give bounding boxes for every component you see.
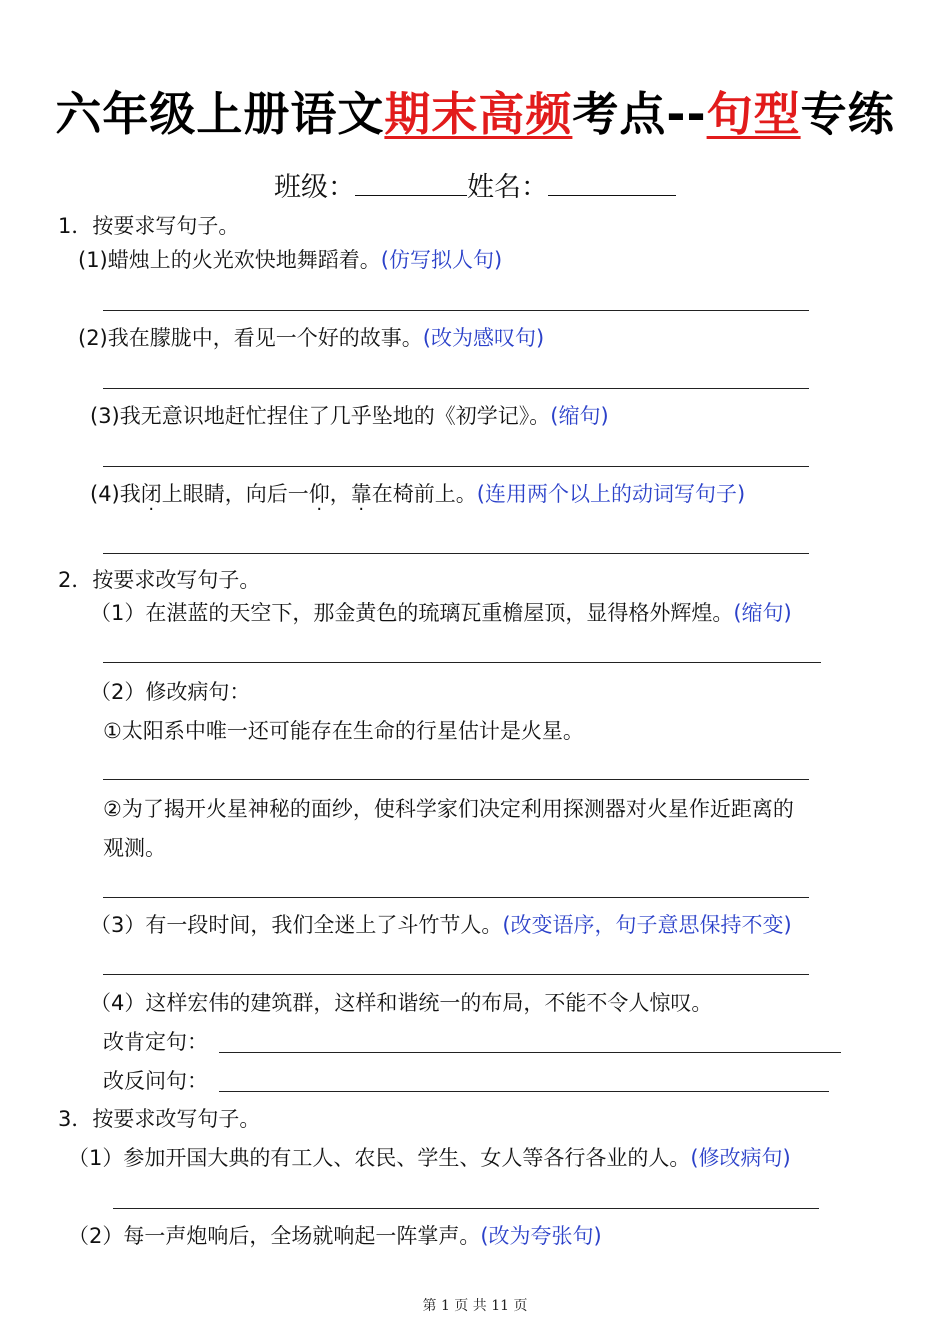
- q1-heading: 1．按要求写句子。: [58, 214, 240, 238]
- q3-item-2: [68, 1220, 602, 1250]
- student-info: [0, 165, 950, 204]
- affirmative-label: 改肯定句：: [103, 1030, 208, 1054]
- instruction-hint: (改变语序，句子意思保持不变): [502, 913, 792, 937]
- question-text: （3）有一段时间，我们全迷上了斗竹节人。: [90, 913, 503, 937]
- question-text: (4)我: [90, 482, 141, 506]
- instruction-hint: (仿写拟人句): [380, 248, 503, 272]
- answer-line[interactable]: [103, 388, 809, 389]
- q1-item-2: [78, 322, 544, 352]
- question-text: ，: [329, 482, 351, 506]
- q3-heading: 3．按要求改写句子。: [58, 1107, 261, 1131]
- q1-item-4: [90, 478, 745, 508]
- q2-heading: 2．按要求改写句子。: [58, 568, 261, 592]
- affirmative-answer-line[interactable]: [219, 1052, 841, 1053]
- emphasized-verb: 仰: [308, 482, 330, 506]
- answer-line[interactable]: [103, 662, 821, 663]
- answer-line[interactable]: [103, 897, 809, 898]
- title-part: 专练: [800, 87, 895, 141]
- q1-item-3: [90, 400, 609, 430]
- q2-item-1: [90, 597, 792, 627]
- q2-item-2-sub-2-cont: 观测。: [103, 836, 166, 860]
- instruction-hint: (缩句): [550, 404, 609, 428]
- q3-item-1: [68, 1142, 791, 1172]
- rhetorical-label: 改反问句：: [103, 1069, 208, 1093]
- instruction-hint: (改为感叹句): [422, 326, 545, 350]
- q2-item-2-sub-1: ①太阳系中唯一还可能存在生命的行星估计是火星。: [103, 719, 584, 743]
- instruction-hint: (修改病句): [690, 1146, 791, 1170]
- q2-item-4: （4）这样宏伟的建筑群，这样和谐统一的布局，不能不令人惊叹。: [90, 991, 713, 1015]
- name-blank[interactable]: [548, 175, 676, 196]
- class-label: 班级：: [274, 172, 355, 203]
- title-part: 考点--: [572, 87, 707, 141]
- emphasized-verb: 闭: [140, 482, 162, 506]
- answer-line[interactable]: [103, 553, 809, 554]
- title-highlight: 句型: [706, 87, 801, 141]
- page-number: 第 1 页 共 11 页: [422, 1298, 528, 1314]
- instruction-hint: (改为夸张句): [480, 1224, 602, 1248]
- question-text: 在椅前上。: [371, 482, 477, 506]
- question-text: (3)我无意识地赶忙捏住了几乎坠地的《初学记》。: [90, 404, 551, 428]
- class-blank[interactable]: [355, 175, 467, 196]
- q2-item-2-label: （2）修改病句：: [90, 680, 251, 704]
- instruction-hint: (连用两个以上的动词写句子): [476, 482, 746, 506]
- question-text: (1)蜡烛上的火光欢快地舞蹈着。: [78, 248, 381, 272]
- question-text: （1）在湛蓝的天空下，那金黄色的琉璃瓦重檐屋顶，显得格外辉煌。: [90, 601, 734, 625]
- emphasized-verb: 靠: [350, 482, 372, 506]
- rhetorical-answer-line[interactable]: [219, 1091, 829, 1092]
- name-label: 姓名：: [467, 172, 548, 203]
- title-highlight: 期末高频: [384, 87, 573, 141]
- q2-item-3: [90, 909, 792, 939]
- page-title: [0, 78, 950, 144]
- question-text: （1）参加开国大典的有工人、农民、学生、女人等各行各业的人。: [68, 1146, 691, 1170]
- question-text: （2）每一声炮响后，全场就响起一阵掌声。: [68, 1224, 481, 1248]
- question-text: 上眼睛，向后一: [161, 482, 309, 506]
- q2-item-2-sub-2: ②为了揭开火星神秘的面纱，使科学家们决定利用探测器对火星作近距离的: [103, 797, 794, 821]
- answer-line[interactable]: [103, 466, 809, 467]
- title-part: 六年级上册语文: [55, 87, 385, 141]
- answer-line[interactable]: [103, 974, 809, 975]
- q1-item-1: [78, 244, 502, 274]
- instruction-hint: (缩句): [733, 601, 792, 625]
- question-text: (2)我在朦胧中，看见一个好的故事。: [78, 326, 423, 350]
- answer-line[interactable]: [113, 1208, 819, 1209]
- answer-line[interactable]: [103, 779, 809, 780]
- answer-line[interactable]: [103, 310, 809, 311]
